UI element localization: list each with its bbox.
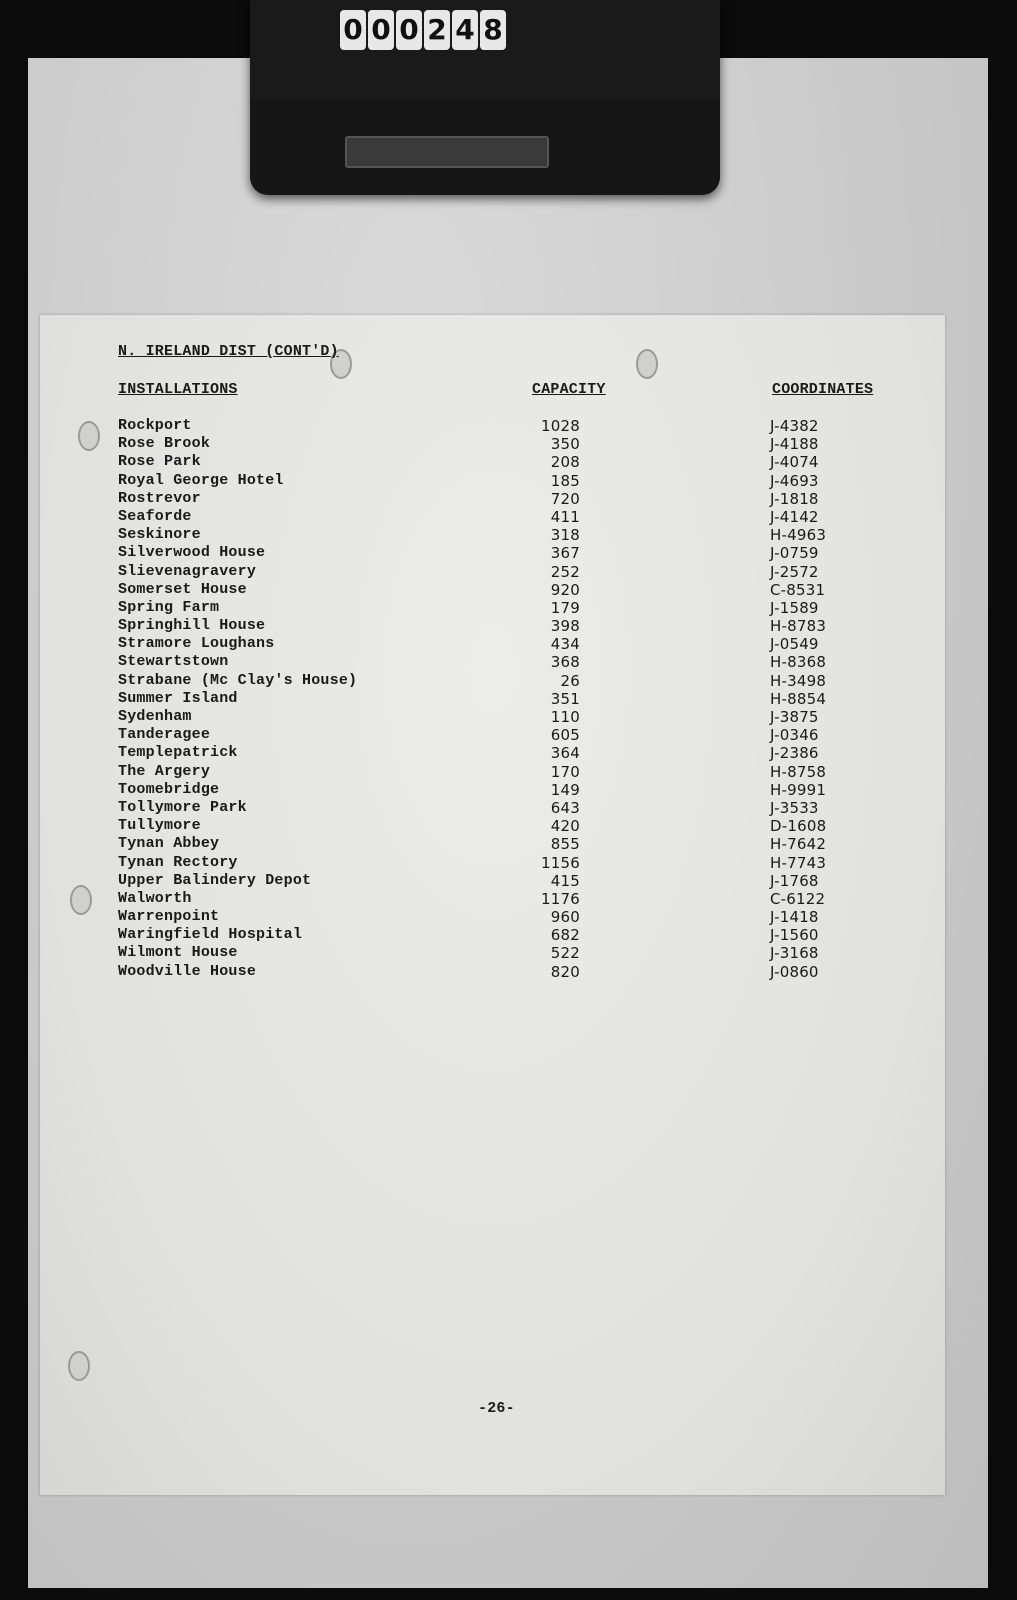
installation-capacity: 920	[550, 580, 580, 599]
column-header-coordinates: COORDINATES	[772, 381, 874, 398]
installation-name: Summer Island	[118, 689, 238, 707]
column-header-capacity: CAPACITY	[532, 381, 606, 398]
table-row	[40, 963, 945, 981]
table-row	[40, 926, 945, 944]
table-row	[40, 908, 945, 926]
table-row	[40, 472, 945, 490]
installation-coordinates: J-3875	[770, 708, 819, 726]
installation-name: Toomebridge	[118, 780, 220, 798]
table-row	[40, 854, 945, 872]
installation-capacity: 522	[550, 944, 580, 963]
installation-capacity: 411	[550, 507, 580, 526]
table-row	[40, 944, 945, 962]
counter-digit: 0	[396, 10, 422, 50]
table-row	[40, 890, 945, 908]
installation-capacity: 855	[550, 835, 580, 854]
installation-name: Tanderagee	[118, 726, 211, 744]
installation-coordinates: J-3168	[770, 944, 819, 963]
punch-hole	[636, 349, 658, 379]
installation-coordinates: H-9991	[770, 780, 827, 799]
table-row	[40, 817, 945, 835]
table-row	[40, 672, 945, 690]
installation-name: Rose Park	[118, 453, 201, 471]
installation-capacity: 682	[550, 926, 580, 945]
installation-name: Tynan Abbey	[118, 835, 220, 853]
installation-capacity: 643	[550, 798, 580, 817]
installation-capacity: 170	[550, 762, 580, 781]
column-header-installations: INSTALLATIONS	[118, 381, 238, 398]
installation-name: Woodville House	[118, 962, 257, 980]
installation-name: Upper Balindery Depot	[118, 871, 312, 889]
installation-coordinates: H-7642	[770, 835, 827, 854]
installation-capacity: 179	[550, 598, 580, 617]
installation-capacity: 398	[550, 617, 580, 636]
installation-coordinates: C-8531	[770, 580, 826, 599]
installation-coordinates: J-0759	[770, 544, 819, 563]
installation-capacity: 1176	[541, 889, 580, 908]
installation-capacity: 720	[550, 489, 580, 508]
table-row	[40, 417, 945, 435]
table-row	[40, 726, 945, 744]
installation-capacity: 367	[550, 544, 580, 563]
installation-coordinates: J-1818	[770, 489, 819, 508]
installation-capacity: 605	[550, 726, 580, 745]
table-row	[40, 526, 945, 544]
installation-coordinates: J-0860	[770, 962, 819, 981]
installation-name: Seaforde	[118, 507, 192, 525]
installation-name: Tollymore Park	[118, 798, 247, 816]
installation-name: Waringfield Hospital	[118, 926, 303, 944]
installation-coordinates: J-4693	[770, 471, 819, 490]
installation-capacity: 208	[550, 453, 580, 472]
installation-coordinates: H-4963	[770, 526, 827, 545]
punch-hole	[68, 1351, 90, 1381]
installation-coordinates: J-4142	[770, 507, 819, 526]
table-row	[40, 563, 945, 581]
installation-name: Tullymore	[118, 817, 201, 835]
installation-coordinates: H-8783	[770, 617, 827, 636]
installation-coordinates: H-8368	[770, 653, 827, 672]
installations-table	[40, 417, 945, 981]
installation-coordinates: J-0549	[770, 635, 819, 654]
table-row	[40, 690, 945, 708]
frame-counter	[340, 10, 506, 50]
table-row	[40, 744, 945, 762]
table-row	[40, 617, 945, 635]
installation-name: Stewartstown	[118, 653, 229, 671]
counter-digit: 4	[452, 10, 478, 50]
installation-coordinates: D-1608	[770, 817, 827, 836]
installation-coordinates: J-4074	[770, 453, 819, 472]
installation-capacity: 960	[550, 908, 580, 927]
installation-name: Royal George Hotel	[118, 471, 284, 489]
installation-name: Spring Farm	[118, 598, 220, 616]
installation-name: Tynan Rectory	[118, 853, 238, 871]
installation-name: Rose Brook	[118, 435, 211, 453]
installation-capacity: 1028	[541, 417, 580, 435]
installation-coordinates: J-4382	[770, 417, 819, 435]
installation-name: Sydenham	[118, 708, 192, 725]
installation-capacity: 434	[550, 635, 580, 654]
table-row	[40, 581, 945, 599]
table-row	[40, 799, 945, 817]
table-row	[40, 435, 945, 453]
document-heading: N. IRELAND DIST (CONT'D)	[118, 343, 339, 360]
installation-coordinates: J-1768	[770, 871, 819, 890]
installation-coordinates: J-1560	[770, 926, 819, 945]
installation-capacity: 350	[550, 435, 580, 454]
installation-capacity: 368	[550, 653, 580, 672]
installation-coordinates: H-3498	[770, 671, 827, 690]
installation-coordinates: J-0346	[770, 726, 819, 745]
table-row	[40, 453, 945, 471]
installation-coordinates: J-4188	[770, 435, 819, 454]
clip-slot	[345, 136, 549, 168]
installation-name: Silverwood House	[118, 544, 266, 562]
installation-capacity: 318	[550, 526, 580, 545]
installation-capacity: 185	[550, 471, 580, 490]
installation-coordinates: J-3533	[770, 798, 819, 817]
installation-name: Springhill House	[118, 617, 266, 635]
installation-coordinates: J-1589	[770, 598, 819, 617]
document-page	[40, 315, 945, 1495]
installation-name: Strabane (Mc Clay's House)	[118, 671, 358, 689]
table-row	[40, 599, 945, 617]
table-row	[40, 635, 945, 653]
installation-name: Rockport	[118, 417, 192, 434]
table-row	[40, 781, 945, 799]
installation-coordinates: J-1418	[770, 908, 819, 927]
installation-name: Somerset House	[118, 580, 247, 598]
installation-capacity: 364	[550, 744, 580, 763]
installation-coordinates: J-2386	[770, 744, 819, 763]
counter-digit: 0	[368, 10, 394, 50]
installation-name: Warrenpoint	[118, 908, 220, 926]
installation-name: Walworth	[118, 889, 192, 907]
installation-capacity: 149	[550, 780, 580, 799]
table-row	[40, 544, 945, 562]
table-row	[40, 490, 945, 508]
installation-capacity: 420	[550, 817, 580, 836]
installation-capacity: 351	[550, 689, 580, 708]
installation-coordinates: H-8758	[770, 762, 827, 781]
installation-name: Slievenagravery	[118, 562, 257, 580]
installation-name: Seskinore	[118, 526, 201, 544]
table-row	[40, 508, 945, 526]
table-row	[40, 872, 945, 890]
installation-capacity: 252	[550, 562, 580, 581]
installation-capacity: 26	[560, 671, 580, 690]
counter-digit: 2	[424, 10, 450, 50]
page-number: -26-	[478, 1400, 515, 1417]
installation-name: Stramore Loughans	[118, 635, 275, 653]
table-row	[40, 653, 945, 671]
installation-capacity: 820	[550, 962, 580, 981]
counter-digit: 8	[480, 10, 506, 50]
installation-capacity: 1156	[541, 853, 580, 872]
installation-coordinates: J-2572	[770, 562, 819, 581]
installation-coordinates: H-7743	[770, 853, 827, 872]
table-row	[40, 763, 945, 781]
installation-coordinates: C-6122	[770, 889, 826, 908]
table-row	[40, 708, 945, 726]
installation-capacity: 110	[550, 708, 580, 726]
table-row	[40, 835, 945, 853]
installation-coordinates: H-8854	[770, 689, 827, 708]
installation-name: Rostrevor	[118, 489, 201, 507]
counter-digit: 0	[340, 10, 366, 50]
installation-name: Templepatrick	[118, 744, 238, 762]
installation-name: Wilmont House	[118, 944, 238, 962]
installation-name: The Argery	[118, 762, 211, 780]
installation-capacity: 415	[550, 871, 580, 890]
